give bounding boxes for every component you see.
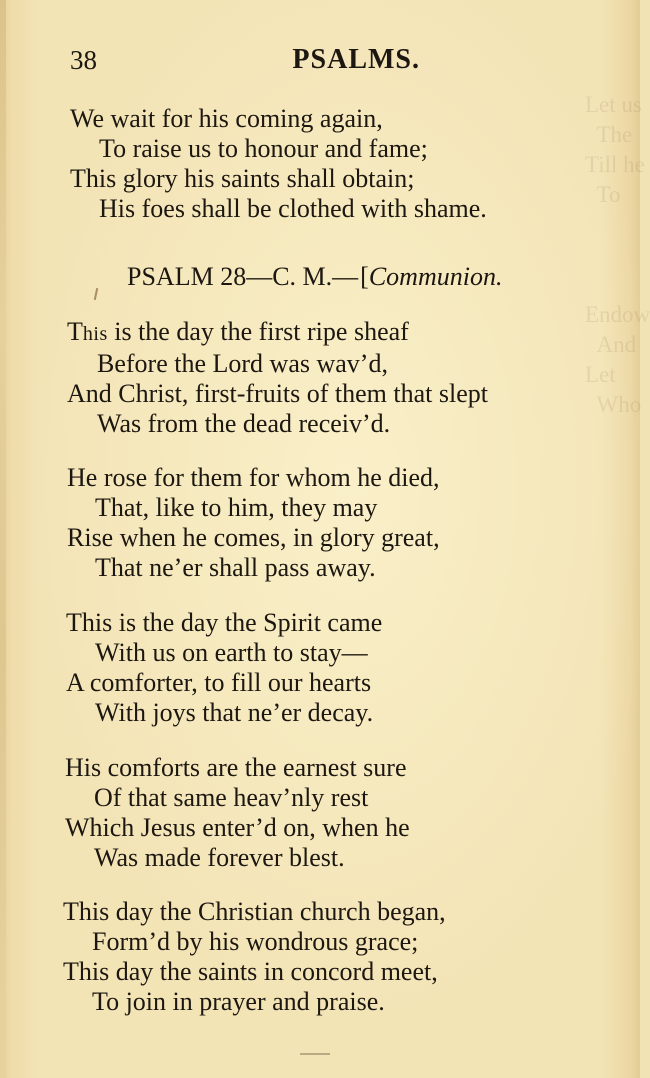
verse-line: This day the Christian church began,: [63, 897, 446, 926]
stanza-2: [0, 463, 600, 583]
drop-letter: T: [67, 317, 83, 346]
verse-line: Rise when he comes, in glory great,: [67, 523, 440, 552]
verse-line: This glory his saints shall obtain;: [70, 164, 415, 193]
psalm-occasion: Communion.: [368, 262, 503, 291]
show-through-text: Endow And Let Who: [585, 302, 650, 417]
show-through-text: Let us The Till he To: [585, 92, 645, 207]
stanza-1: [0, 317, 600, 439]
title-bracket: [: [360, 262, 369, 291]
verse-line-first: [0, 317, 600, 349]
stanza-4: [0, 753, 600, 873]
verse-line: That ne’er shall pass away.: [95, 553, 376, 582]
verse-line: Was made forever blest.: [94, 843, 345, 872]
psalm-title: [127, 260, 502, 294]
psalm-number-meter: PSALM 28—C. M.—: [127, 262, 359, 291]
verse-line: He rose for them for whom he died,: [67, 463, 440, 492]
verse-line: To raise us to honour and fame;: [99, 134, 428, 163]
verse-line: Was from the dead receiv’d.: [97, 409, 391, 438]
ink-speck: [94, 288, 98, 300]
stanza-3: [0, 608, 600, 728]
page-number: 38: [70, 45, 97, 75]
running-head: PSALMS.: [292, 44, 420, 75]
verse-line: A comforter, to fill our hearts: [66, 668, 372, 697]
verse-line-rest: is the day the first ripe sheaf: [107, 317, 409, 346]
verse-line: To join in prayer and praise.: [92, 987, 385, 1016]
small-caps-word: his: [82, 323, 108, 345]
verse-line: With joys that ne’er decay.: [95, 698, 374, 727]
verse-line: We wait for his coming again,: [70, 104, 383, 133]
page-mark: [300, 1053, 330, 1055]
verse-line: Before the Lord was wav’d,: [97, 349, 388, 378]
verse-line: With us on earth to stay—: [95, 638, 368, 667]
verse-line: Which Jesus enter’d on, when he: [65, 813, 410, 842]
verse-line: His foes shall be clothed with shame.: [99, 194, 487, 223]
page-header: [70, 40, 420, 80]
verse-line: This day the saints in concord meet,: [63, 957, 438, 986]
opening-stanza: [0, 104, 600, 224]
verse-line: And Christ, first-fruits of them that slept: [67, 379, 489, 408]
stanza-5: [0, 897, 600, 1017]
verse-line: This is the day the Spirit came: [66, 608, 383, 637]
verse-line: That, like to him, they may: [95, 493, 378, 522]
verse-line: Form’d by his wondrous grace;: [92, 927, 419, 956]
verse-line: Of that same heav’nly rest: [94, 783, 369, 812]
verse-line: His comforts are the earnest sure: [65, 753, 407, 782]
